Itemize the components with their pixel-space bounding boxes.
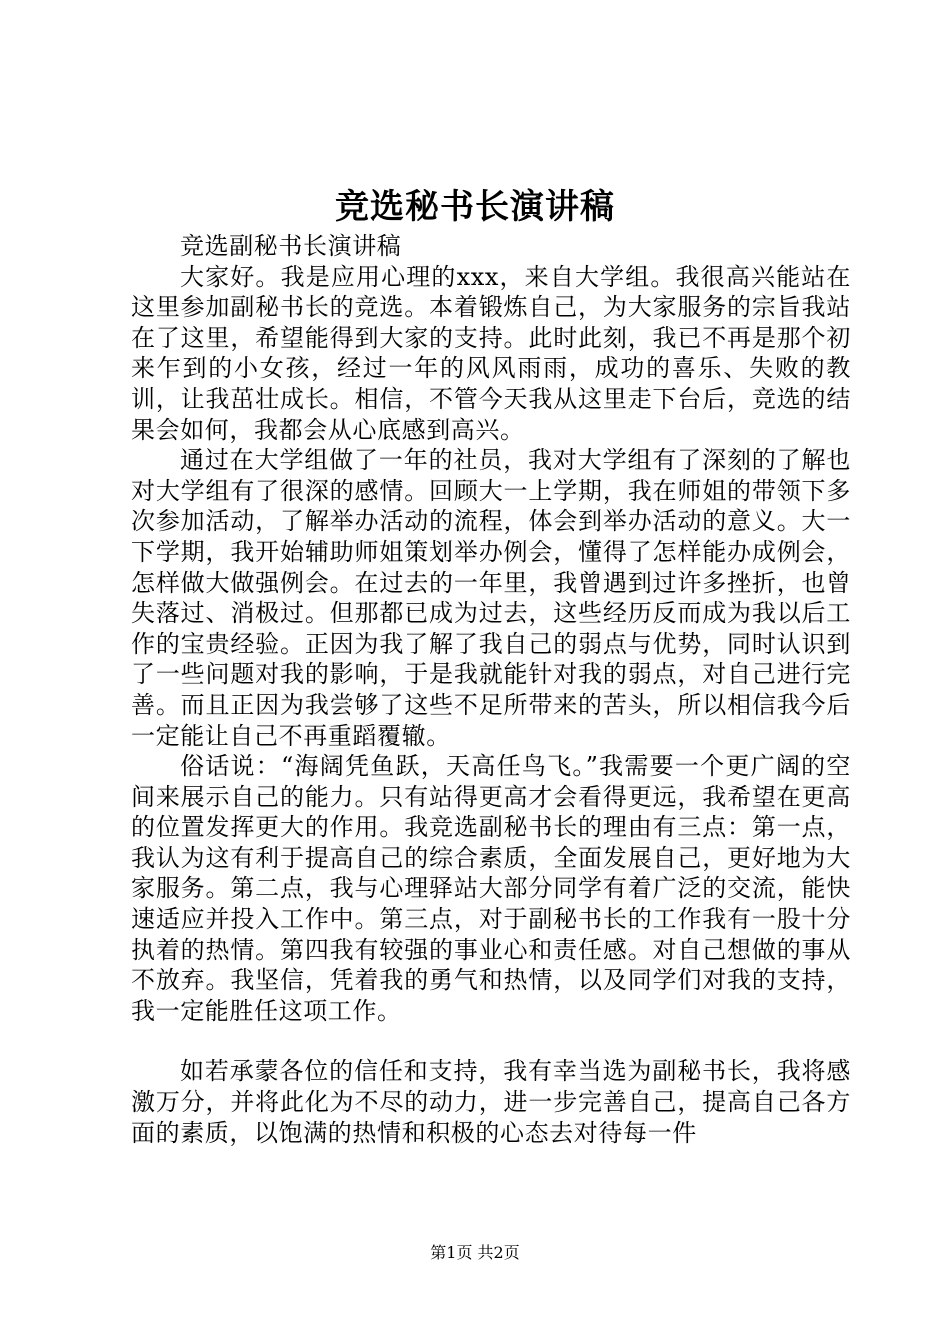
document-body: [131, 231, 851, 1148]
paragraph-subtitle: 竞选副秘书长演讲稿: [180, 232, 402, 260]
paragraph-experience: 通过在大学组做了一年的社员，我对大学组有了深刻的了解也对大学组有了很深的感情。回顾大一上学期，我在师姐的带领下多次参加活动，了解举办活动的流程，体会到举办活动的意义。大一下学期，我开始辅助师姐策划举办例会，懂得了怎样能办成例会，怎样做大做强例会。在过去的一年里，我曾遇到过许多挫折，也曾失落过、消极过。但那都已成为过去，这些经历反而成为我以后工作的宝贵经验。正因为我了解了我自己的弱点与优势，同时认识到了一些问题对我的影响，于是我就能针对我的弱点，对自己进行完善。而且正因为我尝够了这些不足所带来的苦头，所以相信我今后一定能让自己不再重蹈覆辙。: [131, 446, 851, 750]
document-title: 竞选秘书长演讲稿: [335, 187, 615, 227]
page-number-footer: 第1页 共2页: [430, 1243, 520, 1262]
paragraph-closing: 如若承蒙各位的信任和支持，我有幸当选为副秘书长，我将感激万分，并将此化为不尽的动力，进一步完善自己，提高自己各方面的素质，以饱满的热情和积极的心态去对待每一件: [131, 1057, 851, 1147]
paragraph-introduction: 大家好。我是应用心理的xxx，来自大学组。我很高兴能站在这里参加副秘书长的竞选。本着锻炼自己，为大家服务的宗旨我站在了这里，希望能得到大家的支持。此时此刻，我已不再是那个初来乍到的小女孩，经过一年的风风雨雨，成功的喜乐、失败的教训，让我茁壮成长。相信，不管今天我从这里走下台后，竞选的结果会如何，我都会从心底感到高兴。: [131, 262, 851, 444]
paragraph-reasons: 俗话说：“海阔凭鱼跃，天高任鸟飞。”我需要一个更广阔的空间来展示自己的能力。只有站得更高才会看得更远，我希望在更高的位置发挥更大的作用。我竞选副秘书长的理由有三点：第一点，我认为这有利于提高自己的综合素质，全面发展自己，更好地为大家服务。第二点，我与心理驿站大部分同学有着广泛的交流，能快速适应并投入工作中。第三点，对于副秘书长的工作我有一股十分执着的热情。第四我有较强的事业心和责任感。对自己想做的事从不放弃。我坚信，凭着我的勇气和热情，以及同学们对我的支持，我一定能胜任这项工作。: [131, 752, 851, 1025]
